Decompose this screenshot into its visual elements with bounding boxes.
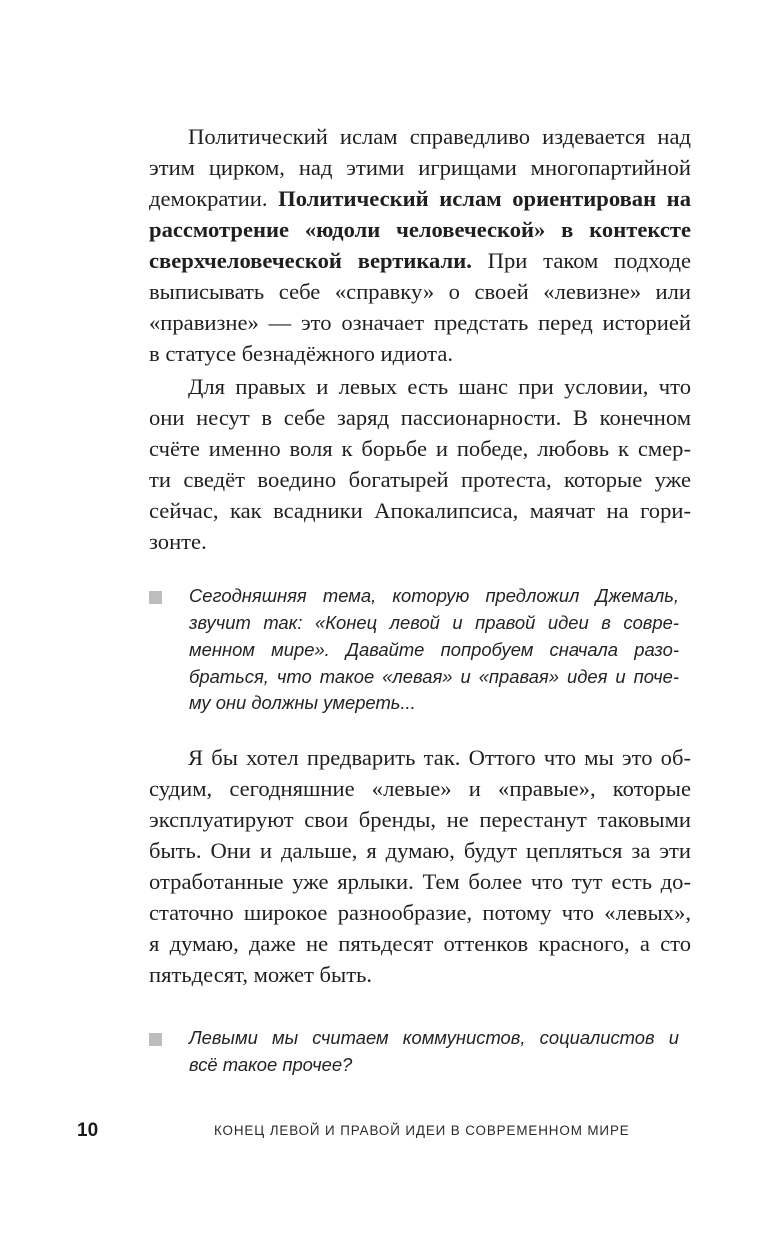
text-line: этим цирком, над этими игрищами многопартийной [149, 155, 691, 180]
text-line: статочно широкое разнообразие, потому что «левых», [149, 900, 691, 925]
question-line: звучит так: «Конец левой и правой идеи в совре- [189, 612, 679, 633]
bold-text: Политический ислам ориентирован на [278, 186, 691, 211]
text-line: ти сведёт воедино богатырей протеста, которые уже [149, 467, 691, 492]
text-line: «правизне» — это означает предстать перед историей [149, 310, 691, 335]
page-number: 10 [77, 1120, 99, 1141]
text-line: они несут в себе заряд пассионарности. В конечном [149, 405, 691, 430]
question-line: браться, что такое «левая» и «правая» идея и поче- [189, 666, 679, 687]
text-line: Я бы хотел предварить так. Оттого что мы это об- [188, 745, 691, 770]
question-line: менном мире». Давайте попробуем сначала разо- [189, 639, 679, 660]
text-line: я думаю, даже не пятьдесят оттенков красного, а сто [149, 931, 691, 956]
text-line: эксплуатируют свои бренды, не перестанут таковыми [149, 807, 691, 832]
question-line: Сегодняшняя тема, которую предложил Джемаль, [189, 585, 679, 606]
text-line: демократии. Политический ислам ориентирован на [149, 186, 691, 211]
text-line: Для правых и левых есть шанс при условии, что [188, 374, 691, 399]
question-marker [149, 591, 162, 604]
text-line: в статусе безнадёжного идиота. [149, 341, 454, 366]
text-line: счёте именно воля к борьбе и победе, любовь к смер- [149, 436, 691, 461]
bold-text: сверхчеловеческой вертикали. [149, 248, 472, 273]
text-line: судим, сегодняшние «левые» и «правые», которые [149, 776, 691, 801]
text-line: отработанные уже ярлыки. Тем более что тут есть до- [149, 869, 691, 894]
question-line: Левыми мы считаем коммунистов, социалистов и [189, 1027, 679, 1048]
text-line: зонте. [149, 529, 207, 554]
bold-text: рассмотрение «юдоли человеческой» в контексте [149, 217, 691, 242]
text-line [149, 219, 691, 242]
running-footer-title: КОНЕЦ ЛЕВОЙ И ПРАВОЙ ИДЕИ В СОВРЕМЕННОМ МИРЕ [214, 1123, 630, 1138]
text-line: пятьдесят, может быть. [149, 962, 373, 987]
text-line: выписывать себе «справку» о своей «левизне» или [149, 279, 691, 304]
question-marker [149, 1033, 162, 1046]
text-line: быть. Они и дальше, я думаю, будут цепляться за эти [149, 838, 691, 863]
question-line: му они должны умереть... [189, 692, 416, 713]
text-line: сверхчеловеческой вертикали. При таком подходе [149, 248, 691, 273]
question-line: всё такое прочее? [189, 1054, 353, 1075]
text-line: сейчас, как всадники Апокалипсиса, маячат на гори- [149, 498, 691, 523]
text-line: Политический ислам справедливо издевается над [188, 124, 691, 149]
